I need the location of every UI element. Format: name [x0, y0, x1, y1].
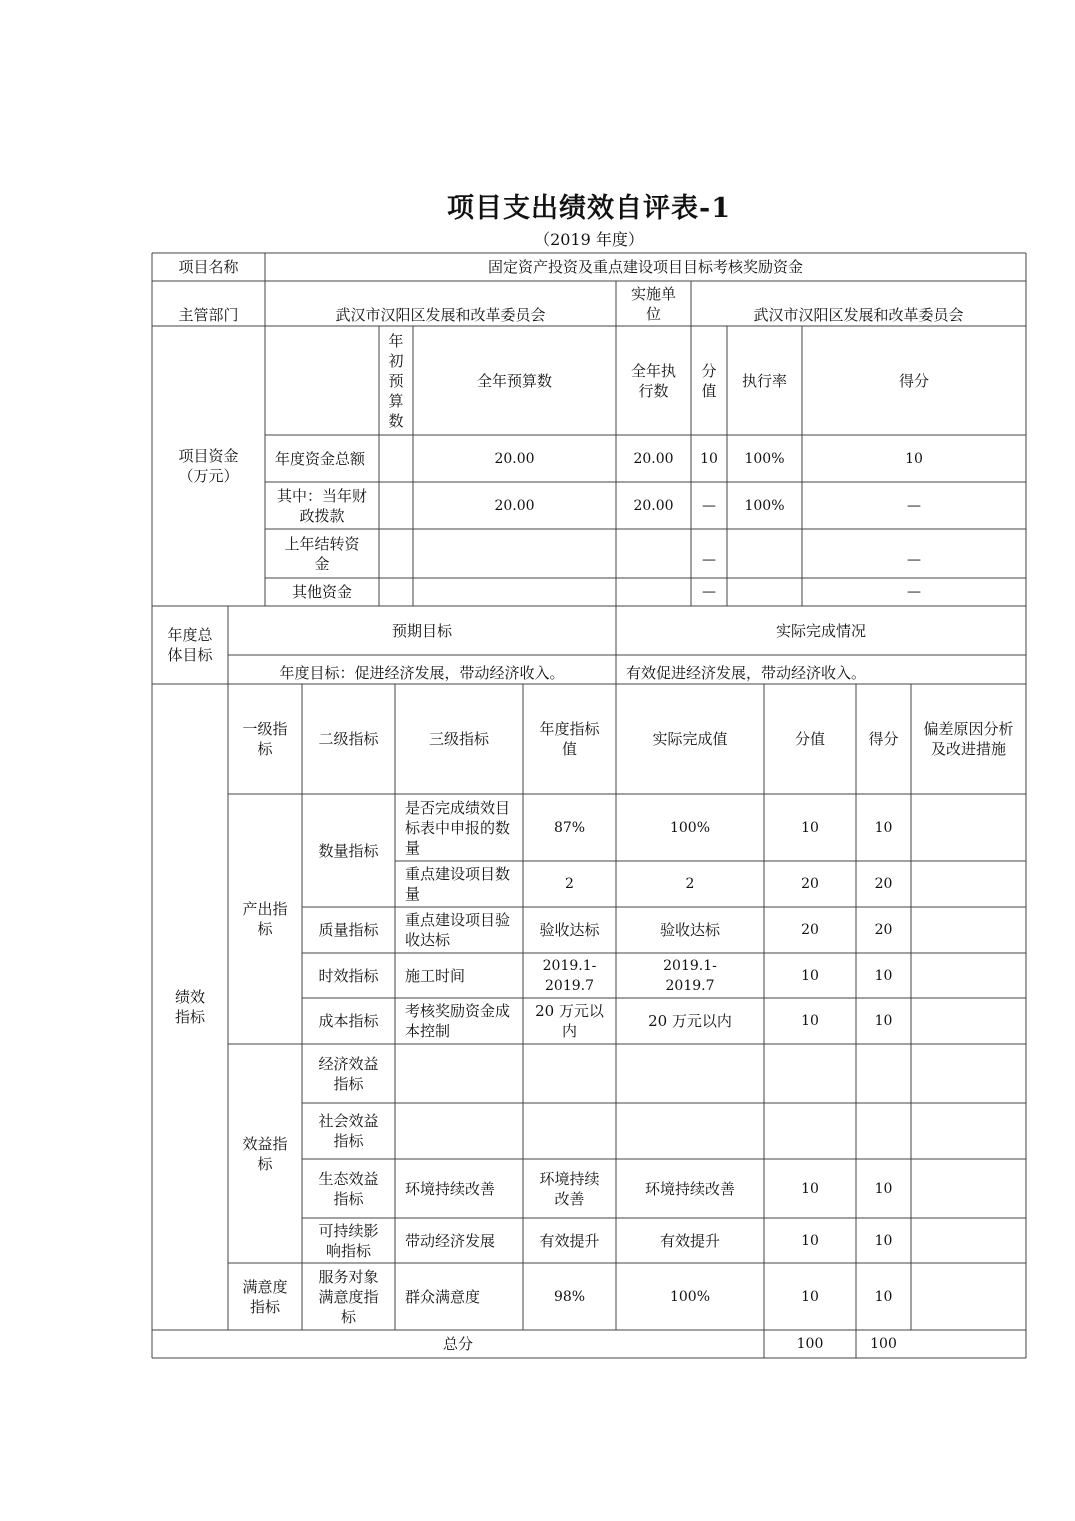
header-exec-rate: 执行率 — [741, 371, 787, 390]
funds-row-label: 年度资金总额 — [275, 449, 366, 468]
funds-row-rate: 100% — [744, 450, 785, 467]
header-deviation: 偏差原因分析及改进措施 — [923, 720, 1014, 758]
funds-row-score: 10 — [905, 450, 923, 467]
metric-score: 10 — [874, 1288, 893, 1305]
metric-value: 10 — [801, 967, 819, 984]
metric-score: 10 — [874, 819, 893, 836]
metric-level2: 社会效益指标 — [318, 1112, 379, 1150]
project-name-value: 固定资产投资及重点建设项目目标考核奖励资金 — [487, 258, 803, 276]
header-annual-budget: 全年预算数 — [476, 371, 552, 390]
dept-label: 主管部门 — [178, 306, 239, 324]
dept-value: 武汉市汉阳区发展和改革委员会 — [335, 306, 546, 324]
header-target: 年度指标值 — [539, 720, 600, 758]
header-annual-exec: 全年执行数 — [630, 361, 676, 400]
metric-level2: 成本指标 — [318, 1012, 379, 1030]
metric-target: 98% — [553, 1288, 586, 1305]
metric-actual: 100% — [669, 819, 711, 836]
metric-target: 验收达标 — [539, 921, 600, 939]
metric-level3: 考核奖励资金成本控制 — [405, 1002, 511, 1040]
metric-score: 10 — [874, 1232, 893, 1249]
metric-level2: 数量指标 — [318, 841, 379, 860]
group-benefit: 效益指标 — [242, 1134, 288, 1173]
goals-actual-header: 实际完成情况 — [775, 621, 866, 640]
funds-row-value: 10 — [700, 450, 718, 467]
metric-level3: 带动经济发展 — [405, 1231, 496, 1250]
total-value: 100 — [796, 1336, 824, 1352]
project-name-label: 项目名称 — [178, 258, 239, 276]
metric-value: 10 — [801, 819, 819, 836]
funds-row-label: 其中：当年财政拨款 — [277, 486, 368, 525]
metric-level2: 可持续影响指标 — [318, 1221, 379, 1260]
page-subtitle: （2019 年度） — [534, 230, 644, 249]
funds-row-score: — — [907, 497, 921, 514]
metric-level2: 生态效益指标 — [318, 1169, 379, 1208]
total-label: 总分 — [442, 1335, 473, 1353]
metric-value: 10 — [801, 1013, 819, 1029]
metric-level3: 重点建设项目验收达标 — [405, 911, 511, 949]
funds-row-exec: 20.00 — [633, 497, 674, 514]
metric-target: 有效提升 — [539, 1231, 600, 1250]
header-level3: 三级指标 — [428, 730, 489, 748]
metric-level3: 环境持续改善 — [405, 1179, 496, 1198]
funds-row-budget: 20.00 — [494, 497, 535, 514]
goals-label: 年度总体目标 — [167, 626, 213, 664]
metrics-label: 绩效指标 — [174, 988, 205, 1026]
header-initial-budget: 年初预算数 — [388, 331, 404, 430]
header-level2: 二级指标 — [318, 730, 379, 748]
metric-level2: 质量指标 — [318, 921, 379, 939]
funds-row-value: — — [702, 552, 716, 568]
goals-expected-header: 预期目标 — [391, 621, 452, 640]
metric-actual: 100% — [669, 1288, 711, 1305]
metric-target: 2 — [565, 876, 574, 892]
metric-score: 20 — [874, 876, 893, 892]
metric-value: 20 — [801, 922, 819, 938]
metric-actual: 2019.1-2019.7 — [663, 957, 717, 994]
funds-row-score: — — [907, 584, 921, 600]
funds-row-label: 其他资金 — [291, 583, 352, 601]
goals-actual: 有效促进经济发展，带动经济收入。 — [626, 664, 867, 682]
metric-level3: 是否完成绩效目标表中申报的数量 — [405, 798, 511, 857]
header-value: 分值 — [794, 730, 825, 748]
header-score: 得分 — [868, 730, 899, 748]
group-satisfaction: 满意度指标 — [242, 1277, 288, 1316]
funds-row-rate: 100% — [744, 497, 785, 514]
metric-score: 20 — [874, 922, 893, 938]
header-level1: 一级指标 — [242, 720, 288, 758]
metric-actual: 有效提升 — [659, 1231, 720, 1250]
metric-target: 20 万元以内 — [535, 1002, 604, 1040]
total-score: 100 — [870, 1336, 897, 1352]
funds-row-value: — — [702, 584, 716, 600]
metric-value: 10 — [801, 1232, 819, 1249]
funds-row-value: — — [702, 497, 716, 514]
header-score: 得分 — [898, 371, 929, 390]
metric-level2: 时效指标 — [318, 966, 379, 985]
metric-score: 10 — [874, 1013, 893, 1029]
metric-level2: 服务对象满意度指标 — [318, 1267, 379, 1326]
funds-row-score: — — [907, 552, 921, 568]
impl-label: 实施单位 — [630, 284, 676, 323]
metric-value: 10 — [801, 1288, 819, 1305]
funds-row-label: 上年结转资金 — [284, 534, 360, 573]
page-title: 项目支出绩效自评表-1 — [447, 193, 731, 224]
metric-target: 环境持续改善 — [539, 1169, 600, 1208]
metric-target: 87% — [553, 819, 586, 836]
metric-level3: 施工时间 — [405, 966, 466, 985]
metric-actual: 20 万元以内 — [648, 1012, 732, 1030]
header-actual: 实际完成值 — [652, 730, 728, 748]
impl-value: 武汉市汉阳区发展和改革委员会 — [753, 306, 964, 324]
group-output: 产出指标 — [242, 900, 288, 938]
metric-level2: 经济效益指标 — [318, 1054, 379, 1093]
metric-score: 10 — [874, 967, 893, 984]
metric-value: 20 — [801, 876, 819, 892]
funds-row-budget: 20.00 — [494, 450, 535, 467]
metric-level3: 重点建设项目数量 — [405, 865, 511, 903]
funds-label: 项目资金（万元） — [178, 447, 239, 485]
metric-score: 10 — [874, 1180, 893, 1197]
metric-actual: 环境持续改善 — [644, 1179, 735, 1198]
metric-level3: 群众满意度 — [405, 1287, 481, 1306]
funds-row-exec: 20.00 — [633, 450, 674, 467]
goals-expected: 年度目标：促进经济发展，带动经济收入。 — [279, 664, 565, 682]
metric-target: 2019.1-2019.7 — [542, 957, 597, 994]
metric-value: 10 — [801, 1180, 819, 1197]
metric-actual: 验收达标 — [659, 921, 720, 939]
header-score-value: 分值 — [701, 361, 717, 400]
metric-actual: 2 — [685, 876, 695, 892]
